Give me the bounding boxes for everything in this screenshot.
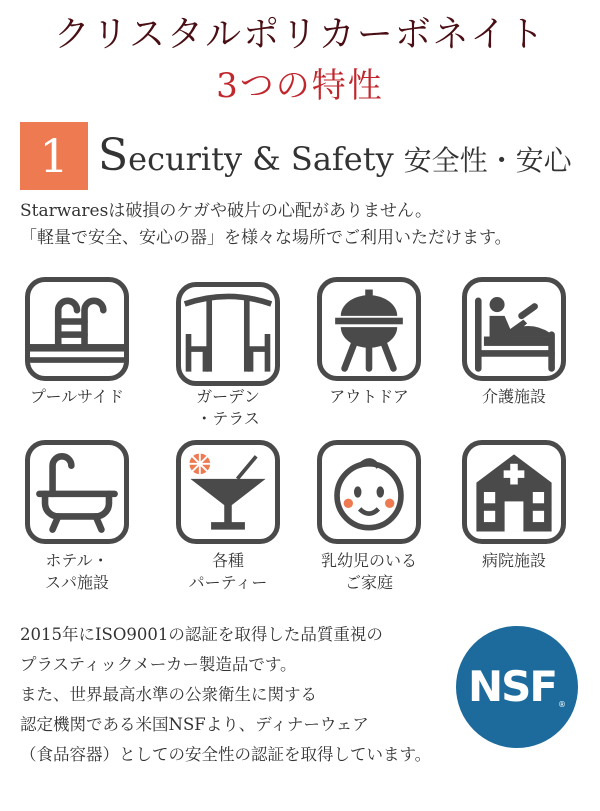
certification-line: 2015年にISO9001の認証を取得した品質重視の — [20, 625, 383, 644]
intro-line: Starwaresは破損のケガや破片の心配がありません。 — [20, 201, 433, 221]
intro-line: 「軽量で安全、安心の器」を様々な場所でご利用いただけます。 — [20, 228, 512, 248]
certification-line: （食品容器）としての安全性の認証を取得しています。 — [20, 745, 432, 764]
icon-label: 各種 パーティー — [188, 551, 268, 592]
certification-line: プラスティックメーカー製造品です。 — [20, 655, 297, 674]
page-title: クリスタルポリカーボネイト — [53, 14, 547, 55]
intro-text — [20, 198, 590, 252]
bbq-grill-icon — [317, 277, 421, 381]
section-heading-initial: S — [98, 130, 129, 181]
cocktail-glass-icon — [176, 440, 280, 544]
garden-terrace-icon — [176, 282, 280, 386]
bathtub-icon — [25, 440, 129, 544]
section-heading-english: ecurity & Safety — [128, 140, 394, 178]
icon-label: アウトドア — [329, 387, 409, 406]
icon-label: プールサイド — [29, 387, 125, 406]
icon-label: 乳幼児のいる ご家庭 — [320, 551, 417, 592]
icon-label: ホテル・ スパ施設 — [44, 551, 109, 592]
care-bed-icon — [462, 277, 566, 381]
icon-label: 病院施設 — [481, 551, 546, 570]
nsf-logo — [456, 626, 578, 748]
certification-line: 認定機関である米国NSFより、ディナーウェア — [20, 715, 369, 734]
page-subtitle: 3つの特性 — [216, 66, 384, 106]
registered-mark: ® — [558, 700, 567, 709]
nsf-logo-text: NSF — [467, 662, 557, 711]
certification-line: また、世界最高水準の公衆衛生に関する — [20, 685, 317, 704]
icon-label: 介護施設 — [481, 387, 546, 406]
section-heading — [98, 130, 572, 181]
section-heading-japanese: 安全性・安心 — [403, 144, 572, 177]
pool-ladder-icon — [25, 277, 129, 381]
section-number-badge: 1 — [20, 122, 88, 190]
baby-face-icon — [317, 440, 421, 544]
icon-label: ガーデン ・テラス — [196, 387, 260, 428]
hospital-icon — [462, 440, 566, 544]
